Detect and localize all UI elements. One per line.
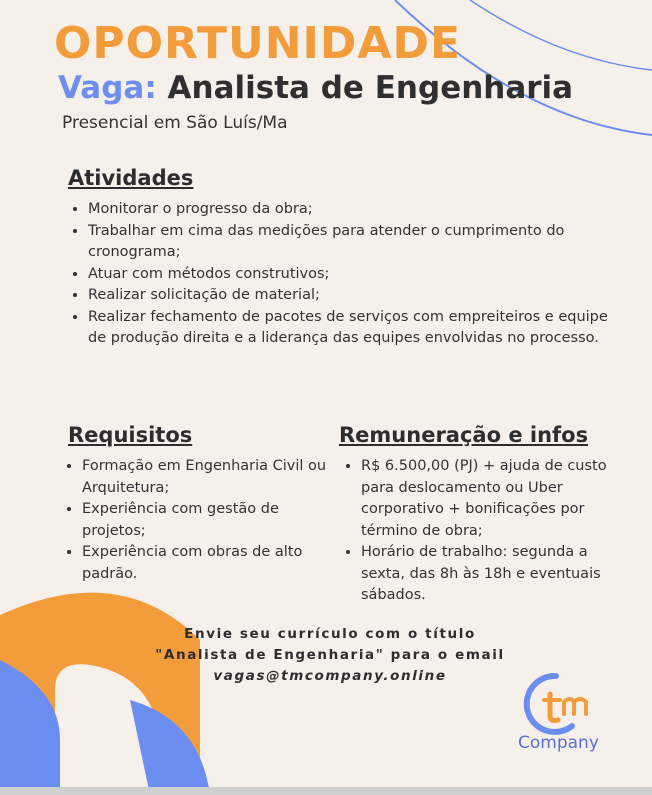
list-item: • Trabalhar em cima das medições para atender o cumprimento do cronograma; bbox=[88, 221, 608, 264]
company-name: Company bbox=[518, 733, 599, 753]
vacancy-label: Vaga: bbox=[58, 70, 157, 106]
list-item: • Realizar fechamento de pacotes de serviços com empreiteiros e equipe de produção direita e a liderança das equipes envolvidas no processo. bbox=[88, 307, 608, 350]
requirements-list bbox=[64, 456, 332, 585]
list-item: • Monitorar o progresso da obra; bbox=[88, 199, 608, 221]
list-item: • Formação em Engenharia Civil ou Arquitetura; bbox=[82, 456, 332, 499]
bottom-divider bbox=[0, 787, 652, 795]
cta-line-2: "Analista de Engenharia" para o email bbox=[155, 647, 505, 663]
requirements-heading: Requisitos bbox=[68, 423, 193, 447]
activities-heading: Atividades bbox=[68, 166, 194, 190]
list-item: • Atuar com métodos construtivos; bbox=[88, 264, 608, 286]
compensation-list bbox=[343, 456, 619, 607]
list-item: • Experiência com gestão de projetos; bbox=[82, 499, 332, 542]
compensation-heading: Remuneração e infos bbox=[339, 423, 589, 447]
list-item: • R$ 6.500,00 (PJ) + ajuda de custo para deslocamento ou Uber corporativo + bonificações por término de obra; bbox=[361, 456, 619, 542]
vacancy-name: Analista de Engenharia bbox=[167, 70, 574, 106]
location-text: Presencial em São Luís/Ma bbox=[62, 113, 288, 133]
activities-list bbox=[70, 199, 608, 350]
list-item: • Horário de trabalho: segunda a sexta, das 8h às 18h e eventuais sábados. bbox=[361, 542, 619, 607]
list-item: • Experiência com obras de alto padrão. bbox=[82, 542, 332, 585]
vacancy-title bbox=[58, 70, 573, 106]
cta-line-1: Envie seu currículo com o título bbox=[184, 626, 476, 642]
list-item: • Realizar solicitação de material; bbox=[88, 285, 608, 307]
page-title: OPORTUNIDADE bbox=[54, 18, 462, 69]
email-address[interactable]: vagas@tmcompany.online bbox=[213, 668, 447, 684]
call-to-action bbox=[130, 624, 530, 687]
